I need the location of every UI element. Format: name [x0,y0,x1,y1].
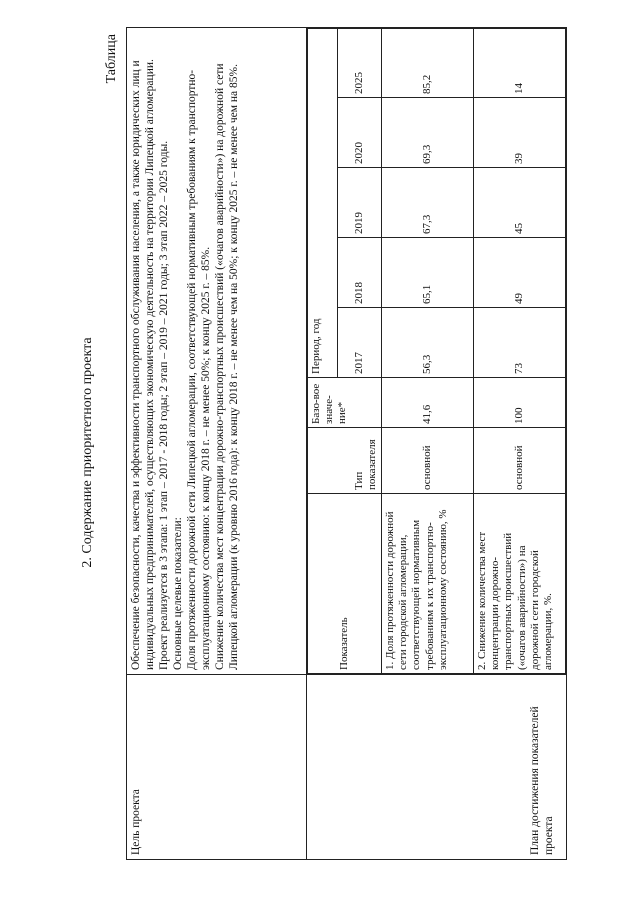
table-row [474,29,566,674]
indicator-value: 14 [474,29,566,98]
indicator-value: 49 [474,238,566,308]
table-label: Таблица [104,34,119,84]
page-title: 2. Содержание приоритетного проекта [80,337,95,568]
header-row [308,29,338,674]
indicator-value: 65,1 [382,238,474,308]
indicator-type: основной [474,428,566,494]
header-year: 2017 [338,308,382,378]
indicator-value: 56,3 [382,308,474,378]
project-table [126,27,567,860]
plan-content [307,28,567,675]
indicator-value: 39 [474,98,566,168]
indicator-name: 2. Снижение количества мест концентрации дорожно-транспортных происшествий («очагов аварийности») на дорожной сети городской агломерации, %. [474,494,566,674]
header-type: Тип показателя [308,428,382,494]
indicator-value: 69,3 [382,98,474,168]
plan-row [307,28,567,860]
goal-paragraph: Основные целевые показатели: [172,517,185,670]
goal-paragraph: Доля протяженности дорожной сети Липецкой агломерации, соответствующей нормативным требованиям к транспортно-эксплуатационному состоянию: к концу 2018 г. – не менее 50%; к концу 2025 г. – 85%. [186,69,213,670]
indicator-value: 67,3 [382,168,474,238]
indicator-base: 100 [474,378,566,428]
indicator-value: 45 [474,168,566,238]
goal-row [127,28,307,860]
header-year: 2025 [338,29,382,98]
goal-label: Цель проекта [127,675,307,860]
header-year: 2020 [338,98,382,168]
header-indicator: Показатель [308,494,382,674]
goal-paragraph: Проект реализуется в 3 этапа: 1 этап – 2017 - 2018 годы; 2 этап – 2019 – 2021 годы; 3 этап 2022 – 2025 годы. [158,140,171,670]
plan-label: План достижения показателей проекта [307,675,567,860]
header-period: Период, год [308,29,338,378]
indicators-table [307,28,566,674]
indicator-base: 41,6 [382,378,474,428]
indicator-type: основной [382,428,474,494]
header-year: 2018 [338,238,382,308]
table-row [382,29,474,674]
indicator-value: 73 [474,308,566,378]
indicator-value: 85,2 [382,29,474,98]
goal-paragraph: Снижение количества мест концентрации дорожно-транспортных происшествий («очагов аварийности») на дорожной сети Липецкой агломерации (к уровню 2016 года): к концу 2018 г. – не менее чем на 50%; к концу 2025 г. – не менее чем на 85%. [214,63,241,670]
indicator-name: 1. Доля протяженности дорожной сети городской агломерации, соответствующей нормативным требованиям к их транспортно-эксплуатационному состоянию, % [382,494,474,674]
header-base: Базо-вое значе-ние* [308,378,382,428]
goal-paragraph: Обеспечение безопасности, качества и эффективности транспортного обслуживания населения, а также юридических лиц и индивидуальных предпринимателей, осуществляющих экономическую деятельность на территории Липецкой агломерации. [130,59,157,670]
goal-content [127,28,307,675]
header-year: 2019 [338,168,382,238]
